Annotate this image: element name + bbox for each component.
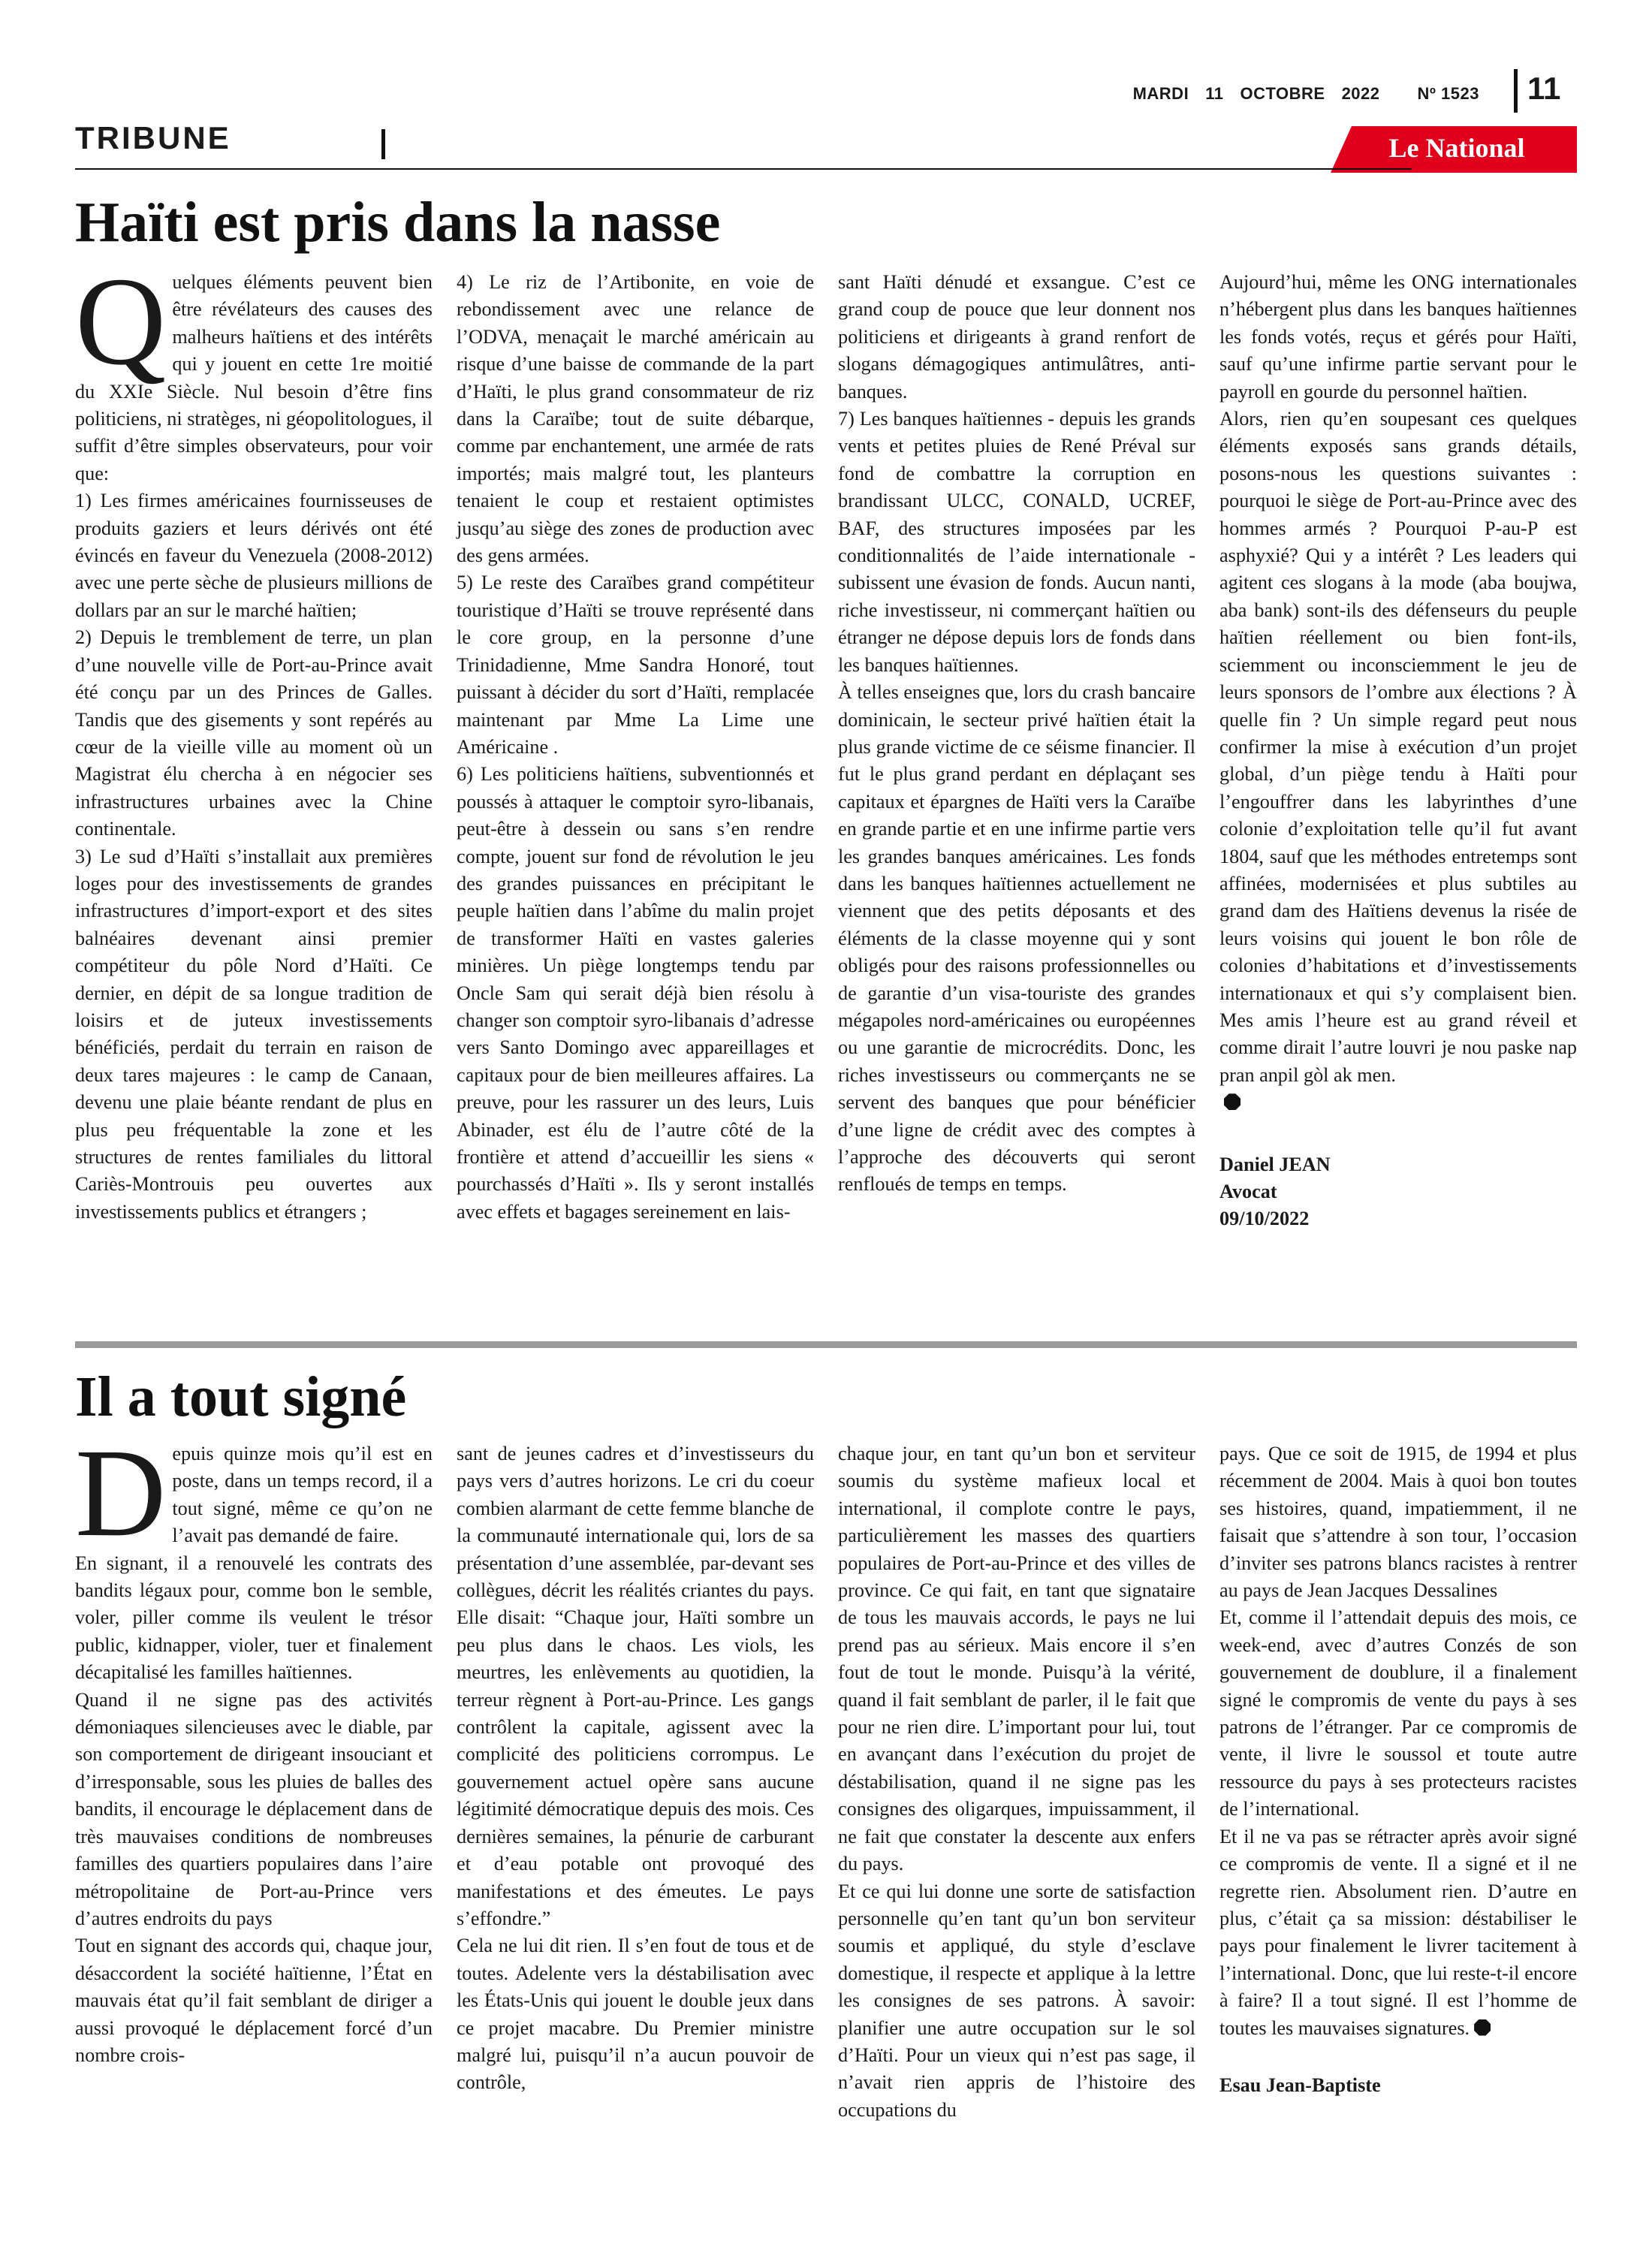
paragraph: epuis quinze mois qu’il est en poste, dans un temps record, il a tout signé, même ce qu’on ne l’avait pas demandé de faire. (172, 1443, 433, 1547)
article1-column-4 (1219, 269, 1577, 1233)
paragraph: À telles enseignes que, lors du crash bancaire dominicain, le secteur privé haïtien était la plus grande victime de ce séisme financier. Il fut le plus grand perdant en déplaçant ses capitaux et épargnes de Haïti vers la Caraïbe en grande partie et en une infirme partie vers les grandes banques américaines. Les fonds dans les banques haïtiennes actuellement ne viennent que des petits déposants et des éléments de la classe moyenne qui y sont obligés pour des raisons professionnelles ou de garantie d’un visa-touriste des grandes mégapoles nord-américaines ou européennes ou une garantie de microcrédits. Donc, les riches investisseurs ou commerçants ne se servent des banques que pour bénéficier d’une ligne de crédit avec des comptes à l’approche des découverts qui seront renfloués de temps en temps. (838, 681, 1195, 1196)
issue-date-line (1081, 84, 1479, 104)
paragraph: 1) Les firmes américaines fournisseuses de produits gaziers et leurs dérivés ont été évincés en faveur du Venezuela (2008-2012) avec une perte sèche de plusieurs millions de dollars par an sur le marché haïtien; (75, 490, 433, 621)
paragraph: chaque jour, en tant qu’un bon et serviteur soumis du système mafieux local et international, il complote contre le pays, particulièrement les masses des quartiers populaires de Port-au-Prince et des villes de province. Ce qui fait, en tant que signataire de tous les mauvais accords, le pays ne lui prend pas au sérieux. Mais encore il s’en fout de tout le monde. Puisqu’à la vérité, quand il fait semblant de parler, il le fait que pour ne rien dire. L’important pour lui, tout en avançant dans l’exécution du projet de déstabilisation, quand il ne signe pas les consignes des oligarques, impuissamment, il ne fait que constater la descente aux enfers du pays. (838, 1443, 1195, 1875)
paragraph: 6) Les politiciens haïtiens, subventionnés et poussés à attaquer le comptoir syro-libanais, peut-être à dessein ou sans s’en rendre compte, jouent sur fond de révolution le jeu des grandes puissances en précipitant le peuple haïtien dans l’abîme du malin projet de transformer Haïti en vastes galeries minières. Un piège longtemps tendu par Oncle Sam qui serait déjà bien résolu à changer son comptoir syro-libanais d’adresse vers Santo Domingo avec appareillages et capitaux pour de bien meilleures affaires. La preuve, pour les rassurer un des leurs, Luis Abinader, est élu de l’autre côté de la frontière et attend d’accueillir les siens « pourchassés d’Haïti ». Ils y seront installés avec effets et bagages sereinement en lais- (457, 763, 814, 1223)
paragraph: En signant, il a renouvelé les contrats des bandits légaux pour, comme bon le semble, voler, piller comme ils veulent le trésor public, kidnapper, violer, tuer et finalement décapitalisé les familles haïtiennes. (75, 1552, 433, 1684)
section-divider (381, 129, 385, 159)
issue-year: 2022 (1341, 84, 1380, 103)
paragraph: uelques éléments peuvent bien être révélateurs des causes des malheurs haïtiens et des intérêts qui y jouent en cette 1re moitié du XXIe Siècle. Nul besoin d’être fins politiciens, ni stratèges, ni géopolitologues, il suffit d’être simples observateurs, pour voir que: (75, 271, 433, 484)
author-name: Daniel JEAN (1219, 1153, 1331, 1175)
paragraph: 3) Le sud d’Haïti s’installait aux premières loges pour des investissements de grandes infrastructures d’import-export et des sites balnéaires devenant ainsi premier compétiteur du pôle Nord d’Haïti. Ce dernier, en dépit de sa longue tradition de loisirs et de juteux investissements bénéficiés, perdait du terrain en raison de deux tares majeures : le camp de Canaan, devenu une plaie béante rendant de plus en plus peu fréquentable la zone et les structures de rentes familiales du littoral Cariès-Montrouis peu ouvertes aux investissements publics et étrangers ; (75, 845, 433, 1223)
paragraph: 7) Les banques haïtiennes - depuis les grands vents et petites pluies de René Préval sur fond de combattre la corruption en brandissant ULCC, CONALD, UCREF, BAF, des structures imposées par les conditionnalités de l’aide internationale - subissent une évasion de fonds. Aucun nanti, riche investisseur, ni commerçant haïtien ou étranger ne dépose depuis lors de fonds dans les banques haïtiennes. (838, 408, 1195, 676)
article1-title: Haïti est pris dans la nasse (75, 191, 721, 254)
article1-column-3 (838, 269, 1195, 1233)
article1-signature (1219, 1151, 1577, 1233)
paragraph: Cela ne lui dit rien. Il s’en fout de tous et de toutes. Adelente vers la déstabilisation avec les États-Unis qui jouent le double jeux dans ce projet macabre. Du Premier ministre malgré lui, puisqu’il n’a aucun pouvoir de contrôle, (457, 1935, 814, 2094)
article1-dropcap: Q (75, 252, 167, 391)
header-rule (75, 168, 1412, 170)
article2-dropcap: D (75, 1423, 167, 1563)
paragraph: pays. Que ce soit de 1915, de 1994 et plus récemment de 2004. Mais à quoi bon toutes ses histoires, quand, impatiemment, il ne faisait que s’attendre à son tour, l’occasion d’inviter ses patrons blancs racistes à rentrer au pays de Jean Jacques Dessalines (1219, 1443, 1577, 1602)
article2-column-3 (838, 1440, 1195, 2124)
issue-number: Nº 1523 (1417, 84, 1479, 103)
paragraph: 5) Le reste des Caraïbes grand compétiteur touristique d’Haïti se trouve représenté dans le core group, en la personne d’une Trinidadienne, Mme Sandra Honoré, tout puissant à décider du sort d’Haïti, remplacée maintenant par Mme La Lime une Américaine . (457, 572, 814, 758)
article2-column-2 (457, 1440, 814, 2124)
paragraph: Tout en signant des accords qui, chaque jour, désaccordent la société haïtienne, l’État en mauvais état qu’il fait semblant de diriger a aussi provoqué le déplacement forcé d’un nombre crois- (75, 1935, 433, 2066)
paragraph-text: Et il ne va pas se rétracter après avoir signé ce compromis de vente. Il a signé et il ne regrette rien. Absolument rien. D’autre en plus, c’était ça sa mission: déstabiliser le pays pour finalement le livrer tacitement à l’international. Donc, que lui reste-t-il encore à faire? Il a tout signé. Il est l’homme de toutes les mauvaises signatures. (1219, 1825, 1577, 2039)
paragraph: Et ce qui lui donne une sorte de satisfaction personnelle qu’en tant qu’un bon serviteur soumis et appliqué, du style d’esclave domestique, il respecte et applique à la lettre les consignes de ses patrons. À savoir: planifier une autre occupation sur le sol d’Haïti. Pour un vieux qui n’est pas sage, il n’avait rien appris de l’histoire des occupations du (838, 1880, 1195, 2121)
issue-month: OCTOBRE (1240, 84, 1325, 103)
paragraph: sant Haïti dénudé et exsangue. C’est ce grand coup de pouce que leur donnent nos politiciens et dirigeants à grand renfort de slogans démagogiques antimulâtres, anti-banques. (838, 271, 1195, 403)
article-separator (75, 1341, 1577, 1348)
end-mark-icon (1224, 1093, 1241, 1110)
author-name: Esau Jean-Baptiste (1219, 2074, 1381, 2096)
issue-date: 11 (1205, 84, 1224, 103)
end-mark-icon (1474, 2019, 1491, 2036)
paragraph: Quand il ne signe pas des activités démoniaques silencieuses avec le diable, par son comportement de dirigeant insouciant et d’irresponsable, sous les pluies de balles des bandits, il encourage le déplacement dans de très mauvaises conditions de nombreuses familles des quartiers populaires dans l’aire métropolitaine de Port-au-Prince vers d’autres endroits du pays (75, 1688, 433, 1929)
article2-column-1 (75, 1423, 433, 2124)
issue-day: MARDI (1132, 84, 1189, 103)
paragraph: 2) Depuis le tremblement de terre, un plan d’une nouvelle ville de Port-au-Prince avait été conçu par un des Princes de Galles. Tandis que des gisements y sont repérés au cœur de la vieille ville au moment où un Magistrat élu chercha à en négocier ses infrastructures urbaines avec la Chine continentale. (75, 626, 433, 840)
article1-column-2 (457, 269, 814, 1233)
paragraph-text: Alors, rien qu’en soupesant ces quelques éléments exposés sans grands détails, posons-nous les questions suivantes : pourquoi le siège de Port-au-Prince avec des hommes armés ? Pourquoi P-au-P est asphyxié? Qui y a intérêt ? Les leaders qui agitent ces slogans à la mode (aba boujwa, aba bank) sont-ils des défenseurs du peuple haïtien réellement ou bien font-ils, sciemment ou inconsciemment le jeu de leurs sponsors de l’ombre aux élections ? À quelle fin ? Un simple regard peut nous confirmer la mise à exécution d’un projet global, d’un piège tendu à Haïti pour l’engouffrer dans les labyrinthes d’une colonie d’exploitation telle qu’il fut avant 1804, sauf que les méthodes entretemps sont affinées, modernisées et plus subtiles au grand dam des Haïtiens devenus la risée de leurs voisins qui jouent le bon rôle de colonies d’habitations et d’investissements internationaux et qui s’y complaisent bien. Mes amis l’heure est au grand réveil et comme dirait l’autre louvri je nou paske nap pran anpil gòl ak men. (1219, 408, 1577, 1086)
paragraph: Et, comme il l’attendait depuis des mois, ce week-end, avec d’autres Conzés de son gouvernement de doublure, il a finalement signé le compromis de vente du pays à ses patrons de l’étranger. Par ce compromis de vente, il livre le soussol et toute autre ressource du pays à ses protecteurs racistes de l’international. (1219, 1606, 1577, 1820)
article2-column-4 (1219, 1440, 1577, 2124)
page-number-divider (1514, 69, 1518, 113)
paragraph (1219, 1823, 1577, 2042)
paragraph: sant de jeunes cadres et d’investisseurs du pays vers d’autres horizons. Le cri du coeur combien alarmant de cette femme blanche de la communauté internationale qui, lors de sa présentation d’une assemblée, par-devant ses collègues, décrit les réalités criantes du pays. Elle disait: “Chaque jour, Haïti sombre un peu plus dans le chaos. Les viols, les meurtres, les enlèvements au quotidien, la terreur règnent à Port-au-Prince. Les gangs contrôlent la capitale, agissent avec la complicité des politiciens corrompus. Le gouvernement actuel opère sans aucune légitimité démocratique depuis des mois. Ces dernières semaines, la pénurie de carburant et d’eau potable ont provoqué des manifestations et des émeutes. Le pays s’effondre.” (457, 1443, 814, 1929)
article1-body (75, 252, 1577, 1233)
article2-title: Il a tout signé (75, 1365, 407, 1428)
brand-name: Le National (1388, 133, 1525, 163)
author-date: 09/10/2022 (1219, 1208, 1310, 1230)
article1-column-1 (75, 252, 433, 1233)
paragraph: Aujourd’hui, même les ONG internationales n’hébergent plus dans les banques haïtiennes les fonds votés, reçus et gérés pour Haïti, sauf qu’une infirme partie servant pour le payroll en gourde du personnel haïtien. (1219, 271, 1577, 403)
author-title: Avocat (1219, 1181, 1277, 1202)
paragraph: 4) Le riz de l’Artibonite, en voie de rebondissement avec une relance de l’ODVA, menaçait le marché américain au risque d’une baisse de commande de la part d’Haïti, le plus grand consommateur de riz dans la Caraïbe; tout de suite débarque, comme par enchantement, une armée de rats importés; mais malgré tout, les planteurs tenaient le coup et restaient optimistes jusqu’au siège des zones de production avec des gens armées. (457, 271, 814, 567)
paragraph (1219, 406, 1577, 1117)
section-label: TRIBUNE (75, 120, 231, 155)
article2-body (75, 1423, 1577, 2124)
page-number: 11 (1527, 71, 1561, 106)
